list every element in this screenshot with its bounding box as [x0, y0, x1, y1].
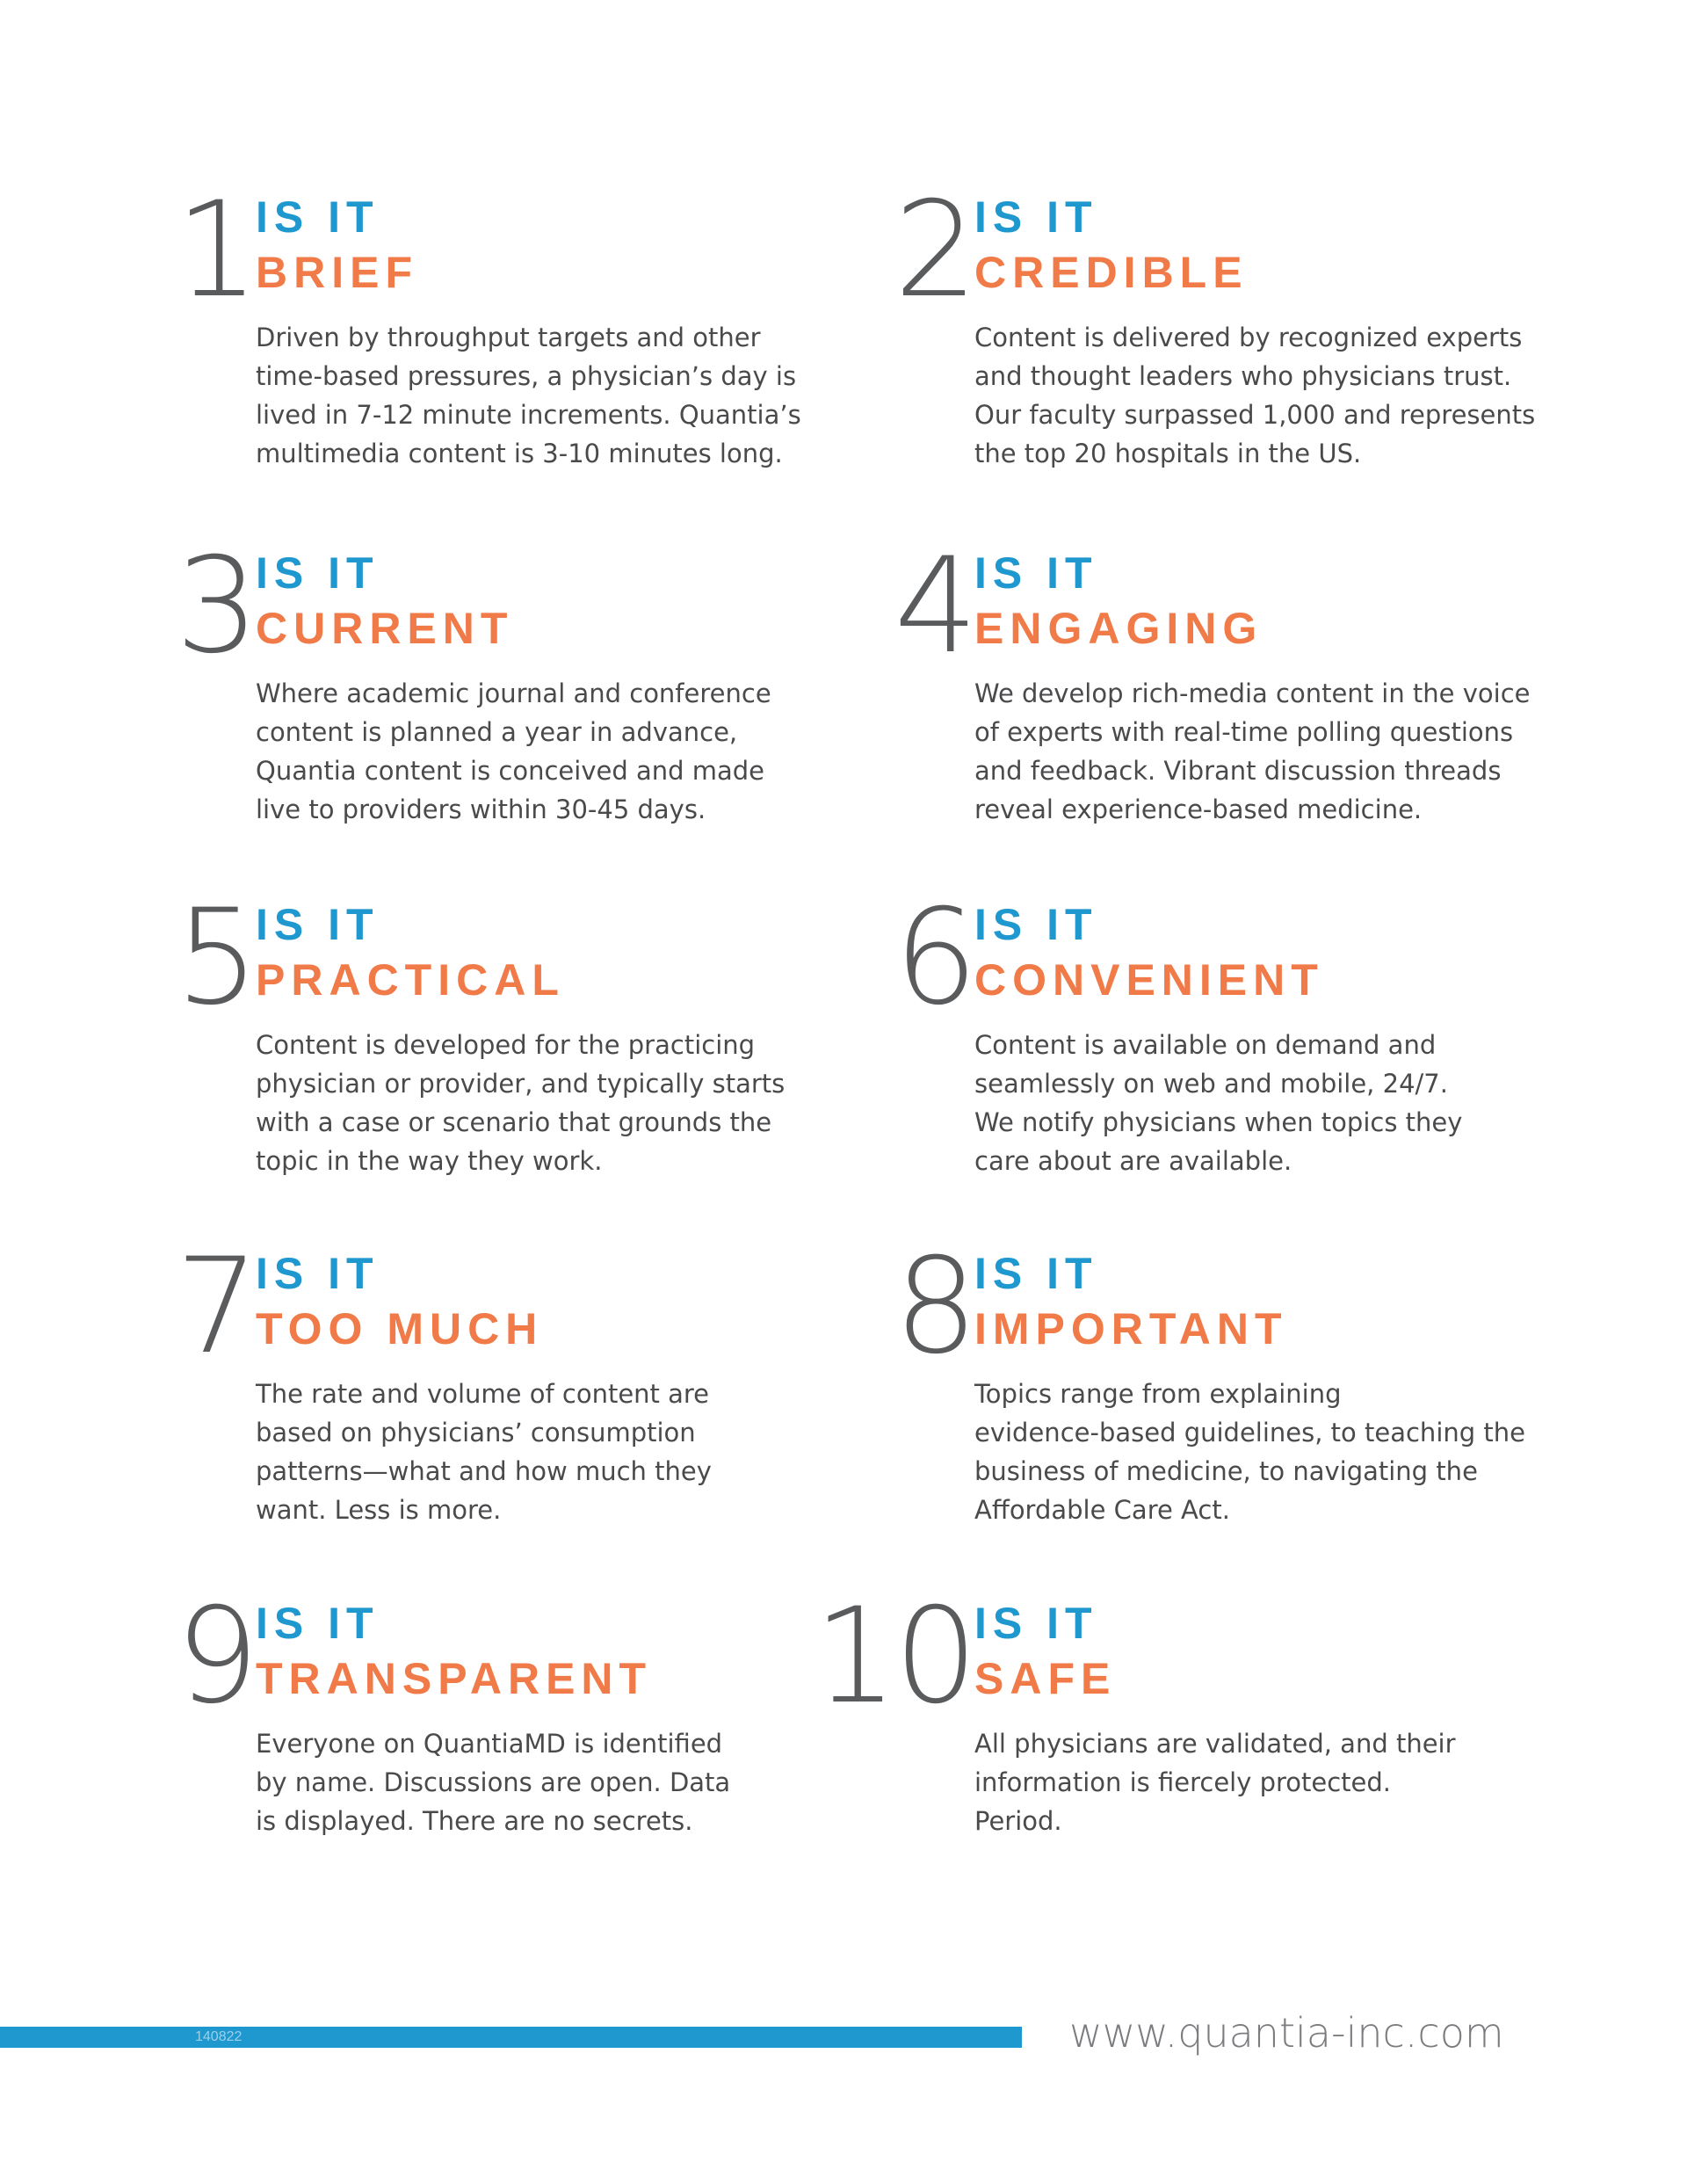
desc-line: business of medicine, to navigating the	[974, 1456, 1478, 1486]
desc-line: All physicians are validated, and their	[974, 1729, 1456, 1759]
item-description	[974, 1724, 1550, 1840]
desc-line: with a case or scenario that grounds the	[256, 1107, 772, 1137]
desc-line: Everyone on QuantiaMD is identified	[256, 1729, 723, 1759]
item-description	[256, 674, 831, 829]
desc-line: topic in the way they work.	[256, 1146, 603, 1176]
item-description	[256, 1724, 831, 1840]
item-10	[814, 1580, 1550, 1872]
desc-line: Driven by throughput targets and other	[256, 323, 761, 352]
item-number: 2	[894, 174, 974, 327]
desc-line: lived in 7-12 minute increments. Quantia’s	[256, 400, 801, 430]
item-number: 4	[894, 530, 974, 683]
desc-line: based on physicians’ consumption	[256, 1418, 696, 1448]
item-keyword: TRANSPARENT	[256, 1654, 653, 1703]
item-description	[974, 1375, 1550, 1529]
item-question: IS IT	[256, 548, 380, 598]
item-number: 9	[175, 1580, 256, 1733]
desc-line: content is planned a year in advance,	[256, 717, 738, 747]
item-keyword: BRIEF	[256, 248, 418, 297]
desc-line: seamlessly on web and mobile, 24/7.	[974, 1069, 1448, 1099]
desc-line: The rate and volume of content are	[256, 1379, 710, 1409]
desc-line: evidence-based guidelines, to teaching the	[974, 1418, 1525, 1448]
item-question: IS IT	[974, 1599, 1098, 1648]
desc-line: is displayed. There are no secrets.	[256, 1806, 693, 1836]
item-description	[256, 1375, 831, 1529]
item-number: 8	[894, 1230, 974, 1383]
desc-line: Content is delivered by recognized experts	[974, 323, 1523, 352]
desc-line: reveal experience-based medicine.	[974, 795, 1423, 824]
item-2	[882, 174, 1550, 468]
item-6	[882, 882, 1550, 1176]
desc-line: Affordable Care Act.	[974, 1495, 1230, 1525]
desc-line: live to providers within 30-45 days.	[256, 795, 706, 824]
item-question: IS IT	[974, 192, 1098, 242]
item-keyword: CONVENIENT	[974, 955, 1324, 1005]
website-url[interactable]: www.quantia-inc.com	[1069, 2009, 1504, 2057]
item-9	[163, 1580, 831, 1872]
item-5	[163, 882, 831, 1176]
desc-line: We notify physicians when topics they	[974, 1107, 1463, 1137]
item-question: IS IT	[256, 900, 380, 949]
footer-bar	[0, 2027, 1022, 2048]
item-4	[882, 530, 1550, 824]
item-number: 1	[175, 174, 256, 327]
desc-line: care about are available.	[974, 1146, 1292, 1176]
item-keyword: ENGAGING	[974, 604, 1263, 653]
desc-line: by name. Discussions are open. Data	[256, 1767, 731, 1797]
desc-line: and thought leaders who physicians trust.	[974, 361, 1512, 391]
item-number: 10	[814, 1580, 974, 1733]
item-question: IS IT	[974, 1249, 1098, 1298]
desc-line: multimedia content is 3-10 minutes long.	[256, 439, 783, 468]
desc-line: the top 20 hospitals in the US.	[974, 439, 1362, 468]
item-number: 6	[894, 882, 974, 1034]
desc-line: information is fiercely protected.	[974, 1767, 1392, 1797]
item-description	[974, 1026, 1550, 1180]
desc-line: Content is developed for the practicing	[256, 1030, 756, 1060]
item-keyword: SAFE	[974, 1654, 1117, 1703]
item-question: IS IT	[256, 1599, 380, 1648]
item-description	[256, 318, 831, 473]
desc-line: Topics range from explaining	[974, 1379, 1342, 1409]
item-3	[163, 530, 831, 824]
desc-line: want. Less is more.	[256, 1495, 502, 1525]
item-1	[163, 174, 831, 468]
desc-line: Content is available on demand and	[974, 1030, 1437, 1060]
item-8	[882, 1230, 1550, 1525]
desc-line: time-based pressures, a physician’s day is	[256, 361, 797, 391]
item-number: 7	[175, 1230, 256, 1383]
desc-line: Where academic journal and conference	[256, 678, 771, 708]
item-description	[974, 674, 1550, 829]
desc-line: physician or provider, and typically starts	[256, 1069, 786, 1099]
desc-line: patterns—what and how much they	[256, 1456, 712, 1486]
desc-line: Quantia content is conceived and made	[256, 756, 764, 786]
item-question: IS IT	[974, 548, 1098, 598]
item-question: IS IT	[256, 192, 380, 242]
footer-code: 140822	[195, 2029, 243, 2044]
desc-line: and feedback. Vibrant discussion threads	[974, 756, 1502, 786]
desc-line: Our faculty surpassed 1,000 and represents	[974, 400, 1536, 430]
item-description	[256, 1026, 831, 1180]
item-keyword: IMPORTANT	[974, 1304, 1288, 1353]
desc-line: Period.	[974, 1806, 1062, 1836]
item-description	[974, 318, 1550, 473]
desc-line: We develop rich-media content in the voice	[974, 678, 1531, 708]
item-7	[163, 1230, 831, 1525]
item-keyword: CREDIBLE	[974, 248, 1249, 297]
item-keyword: CURRENT	[256, 604, 514, 653]
desc-line: of experts with real-time polling questions	[974, 717, 1514, 747]
item-number: 5	[175, 882, 256, 1034]
item-keyword: TOO MUCH	[256, 1304, 544, 1353]
item-number: 3	[175, 530, 256, 683]
item-question: IS IT	[256, 1249, 380, 1298]
item-keyword: PRACTICAL	[256, 955, 565, 1005]
item-question: IS IT	[974, 900, 1098, 949]
